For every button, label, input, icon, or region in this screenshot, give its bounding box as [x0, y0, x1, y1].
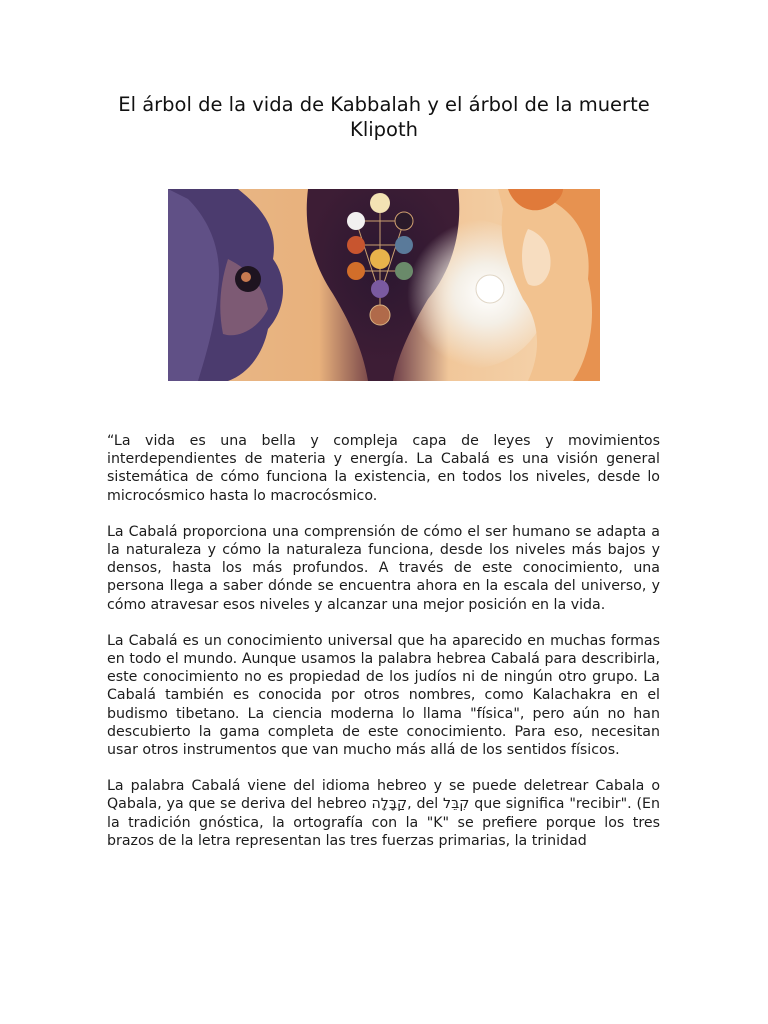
- paragraph-4-part-1: La palabra Cabalá viene del idioma hebreo y se puede deletrear Cabala o Qabala, ya que se deriva del hebreo: [107, 778, 660, 813]
- paragraph-4-part-2: , del: [407, 796, 443, 813]
- paragraph-3: La Cabalá es un conocimiento universal que ha aparecido en muchas formas en todo el mundo. Aunque usamos la palabra hebrea Cabalá para describirla, este conocimiento no es propiedad de los judíos ni de ningún otro grupo. La Cabalá también es conocida por otros nombres, como Kalachakra en el budismo tibetano. La ciencia moderna lo llama "física", pero aún no han descubierto la gama completa de este conocimiento. Para eso, necesitan usar otros instrumentos que van mucho más allá de los sentidos físicos.: [107, 632, 660, 759]
- document-body: [107, 432, 660, 850]
- hebrew-word-kibel: קִבֵּל: [443, 796, 470, 813]
- hebrew-word-kabbalah: קַבָּלָה: [371, 796, 408, 813]
- paragraph-1: “La vida es una bella y compleja capa de leyes y movimientos interdependientes de materia y energía. La Cabalá es una visión general sistemática de cómo funciona la existencia, en todos los niveles, desde lo microcósmico hasta lo macrocósmico.: [107, 433, 660, 504]
- paragraph-4-part-3: que significa "recibir". (En la tradición gnóstica, la ortografía con la "K" se prefiere porque los tres brazos de la letra representan las tres fuerzas primarias, la trinidad: [107, 796, 660, 849]
- kabbalah-tree-illustration: [168, 189, 600, 381]
- paragraph-2: La Cabalá proporciona una comprensión de cómo el ser humano se adapta a la naturaleza y cómo la naturaleza funciona, desde los niveles más bajos y densos, hasta los más profundos. A través de este conocimiento, una persona llega a saber dónde se encuentra ahora en la escala del universo, y cómo atravesar esos niveles y alcanzar una mejor posición en la vida.: [107, 523, 660, 613]
- paragraph-4: [107, 777, 660, 850]
- document-title: El árbol de la vida de Kabbalah y el árbol de la muerte Klipoth: [118, 93, 650, 141]
